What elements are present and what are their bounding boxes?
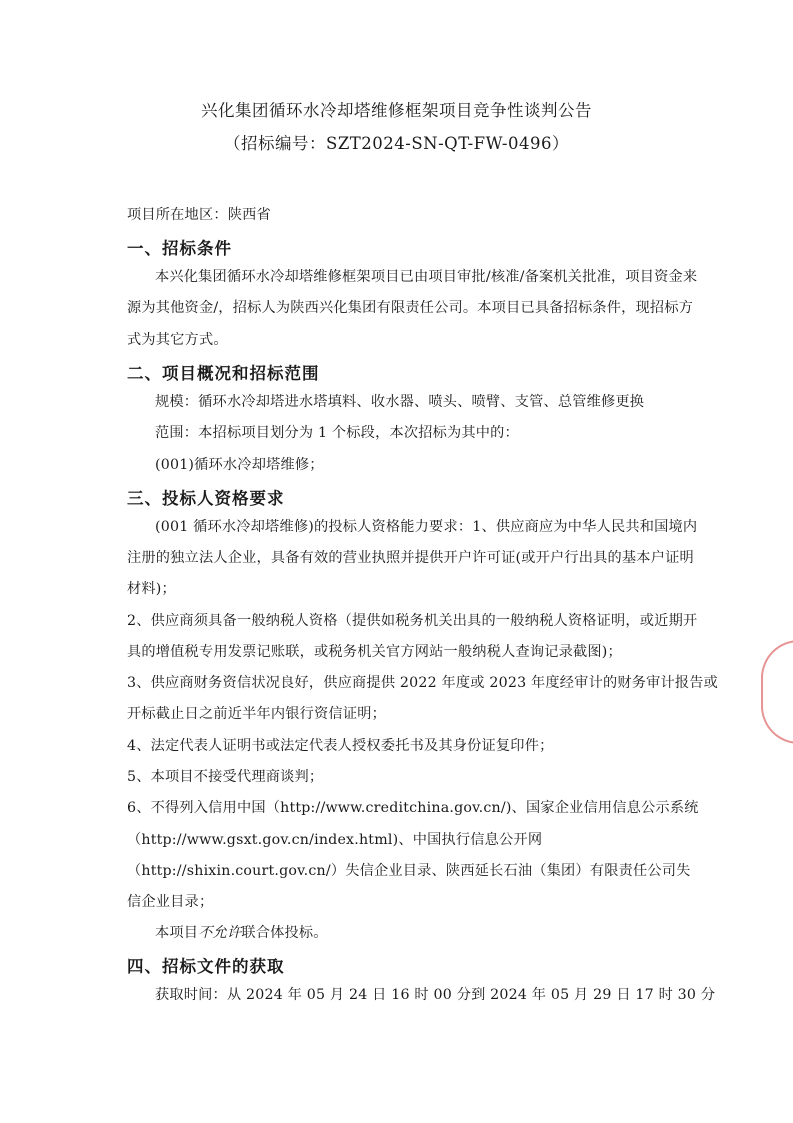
qualification-line: (001 循环水冷却塔维修)的投标人资格能力要求：1、供应商应为中华人民共和国境内 (155, 519, 698, 535)
red-seal-stamp (761, 640, 793, 744)
qualification-line: 2、供应商须具备一般纳税人资格（提供如税务机关出具的一般纳税人资格证明，或近期开 (127, 613, 698, 629)
section-1-line: 源为其他资金/，招标人为陕西兴化集团有限责任公司。本项目已具备招标条件，现招标方 (127, 300, 694, 316)
consortium-suffix: 联合体投标。 (241, 925, 328, 941)
document-title: 兴化集团循环水冷却塔维修框架项目竞争性谈判公告 (201, 101, 592, 120)
consortium-prefix: 本项目 (155, 925, 199, 941)
qualification-line: （http://shixin.court.gov.cn/）失信企业目录、陕西延长石油（集团）有限责任公司失 (127, 863, 691, 879)
qualification-line: 材料)； (127, 581, 176, 597)
project-scope: 范围：本招标项目划分为 1 个标段，本次招标为其中的： (155, 425, 519, 441)
consortium-statement (155, 922, 328, 942)
section-1-heading: 一、招标条件 (127, 239, 232, 258)
qualification-line: 5、本项目不接受代理商谈判； (127, 769, 324, 785)
section-3-heading: 三、投标人资格要求 (127, 489, 285, 508)
consortium-not-allowed: 不允许 (198, 925, 242, 941)
qualification-line: 开标截止日之前近半年内银行资信证明； (127, 706, 386, 722)
project-lot: (001)循环水冷却塔维修； (155, 457, 324, 473)
project-scale: 规模：循环水冷却塔进水塔填料、收水器、喷头、喷臂、支管、总管维修更换 (155, 394, 645, 410)
qualification-line: 注册的独立法人企业，具备有效的营业执照并提供开户许可证(或开户行出具的基本户证明 (127, 550, 694, 566)
section-1-line: 本兴化集团循环水冷却塔维修框架项目已由项目审批/核准/备案机关批准，项目资金来 (155, 269, 698, 285)
qualification-line: （http://www.gsxt.gov.cn/index.html)、中国执行信息公开网 (127, 832, 543, 848)
qualification-line: 4、法定代表人证明书或法定代表人授权委托书及其身份证复印件； (127, 738, 554, 754)
section-4-heading: 四、招标文件的获取 (127, 957, 285, 976)
project-region: 项目所在地区：陕西省 (127, 207, 271, 223)
qualification-line: 6、不得列入信用中国（http://www.creditchina.gov.cn/)、国家企业信用信息公示系统 (127, 800, 699, 816)
qualification-line: 具的增值税专用发票记账联，或税务机关官方网站一般纳税人查询记录截图)； (127, 644, 622, 660)
section-2-heading: 二、项目概况和招标范围 (127, 364, 320, 383)
qualification-line: 信企业目录； (127, 894, 214, 910)
section-1-line: 式为其它方式。 (127, 332, 228, 348)
acquisition-time: 获取时间：从 2024 年 05 月 24 日 16 时 00 分到 2024 年 05 月 29 日 17 时 30 分 (155, 987, 716, 1003)
tender-number: （招标编号：SZT2024-SN-QT-FW-0496） (224, 134, 569, 153)
qualification-line: 3、供应商财务资信状况良好，供应商提供 2022 年度或 2023 年度经审计的财务审计报告或 (127, 675, 719, 691)
